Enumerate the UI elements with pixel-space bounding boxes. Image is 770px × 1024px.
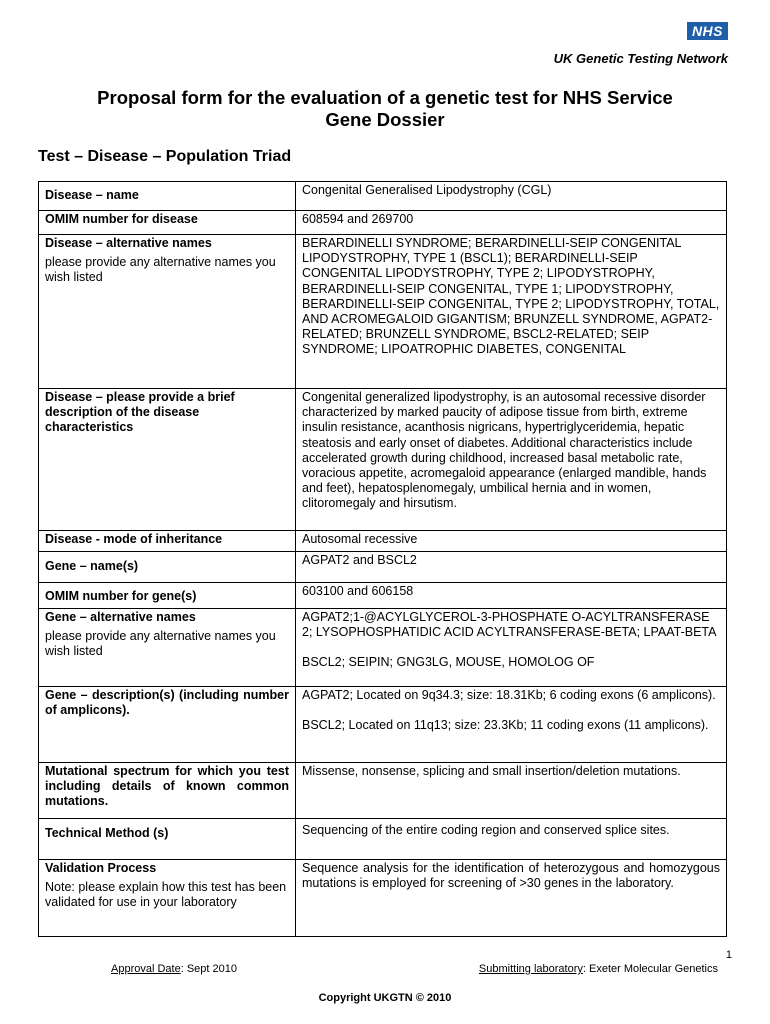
value-omim-gene: 603100 and 606158 (302, 584, 414, 598)
value-cell (296, 763, 727, 819)
row-validation-process (39, 860, 727, 937)
row-mutational-spectrum (39, 763, 727, 819)
value-cell (296, 819, 727, 860)
value-disease-alt-names: BERARDINELLI SYNDROME; BERARDINELLI-SEIP CONGENITAL LIPODYSTROPHY, TYPE 1 (BSCL1); BERARDINELLI-SEIP CONGENITAL LIPODYSTROPHY, TYPE 2; LIPODYSTROPHY, BERARDINELLI-SEIP CONGENITAL, TYPE 1; LIPODYSTROPHY, BERARDINELLI-SEIP CONGENITAL, TYPE 2; LIPODYSTROPHY, TOTAL, AND ACROMEGALOID GIGANTISM; BRUNZELL SYNDROME, AGPAT2-RELATED; BRUNZELL SYNDROME, BSCL2-RELATED; SEIP SYNDROME; LIPOATROPHIC DIABETES, CONGENITAL (302, 236, 720, 357)
label-cell (39, 182, 296, 211)
section-title: Test – Disease – Population Triad (38, 148, 292, 165)
submitting-laboratory (479, 963, 718, 975)
label-inheritance: Disease - mode of inheritance (45, 532, 223, 546)
approval-date-value: : Sept 2010 (180, 963, 237, 975)
label-cell (39, 531, 296, 552)
value-gene-alt-names-agpat2: AGPAT2;1-@ACYLGLYCEROL-3-PHOSPHATE O-ACYLTRANSFERASE 2; LYSOPHOSPHATIDIC ACID ACYLTRANSFERASE-BETA; LPAAT-BETA (302, 610, 717, 640)
value-gene-description-agpat2: AGPAT2; Located on 9q34.3; size: 18.31Kb; 6 coding exons (6 amplicons). (302, 688, 716, 702)
page-number: 1 (725, 949, 732, 961)
label-omim-gene: OMIM number for gene(s) (45, 589, 197, 603)
value-cell (296, 583, 727, 609)
value-cell (296, 609, 727, 687)
row-technical-method (39, 819, 727, 860)
value-inheritance: Autosomal recessive (302, 532, 418, 546)
value-technical-method: Sequencing of the entire coding region and conserved splice sites. (302, 823, 670, 837)
network-name: UK Genetic Testing Network (553, 51, 728, 66)
approval-date (111, 963, 237, 975)
note-disease-alt-names: please provide any alternative names you wish listed (45, 255, 276, 285)
approval-date-label: Approval Date (111, 963, 181, 975)
label-gene-alt-names: Gene – alternative names (45, 610, 196, 624)
label-gene-names: Gene – name(s) (45, 559, 139, 573)
value-gene-names: AGPAT2 and BSCL2 (302, 553, 417, 567)
label-validation-process: Validation Process (45, 861, 157, 875)
row-disease-alt-names (39, 235, 727, 389)
label-cell (39, 860, 296, 937)
value-disease-name: Congenital Generalised Lipodystrophy (CGL) (302, 183, 552, 197)
row-gene-names (39, 552, 727, 583)
row-gene-alt-names (39, 609, 727, 687)
dossier-table (38, 181, 727, 937)
value-cell (296, 860, 727, 937)
value-gene-description-bscl2: BSCL2; Located on 11q13; size: 23.3Kb; 11 coding exons (11 amplicons). (302, 718, 709, 733)
label-gene-description: Gene – description(s) (including number of amplicons). (45, 688, 289, 718)
label-cell (39, 552, 296, 583)
submitting-laboratory-label: Submitting laboratory (478, 963, 583, 975)
value-cell (296, 235, 727, 389)
nhs-logo: NHS (687, 22, 728, 40)
label-disease-name: Disease – name (45, 188, 139, 202)
label-cell (39, 687, 296, 763)
label-cell (39, 389, 296, 531)
value-mutational-spectrum: Missense, nonsense, splicing and small insertion/deletion mutations. (302, 764, 681, 778)
row-inheritance (39, 531, 727, 552)
value-validation-process: Sequence analysis for the identification of heterozygous and homozygous mutations is employed for screening of >30 genes in the laboratory. (302, 861, 720, 891)
row-gene-description (39, 687, 727, 763)
label-cell (39, 819, 296, 860)
label-cell (39, 235, 296, 389)
copyright: Copyright UKGTN © 2010 (318, 992, 452, 1004)
submitting-laboratory-value: : Exeter Molecular Genetics (582, 963, 718, 975)
value-omim-disease: 608594 and 269700 (302, 212, 414, 226)
label-disease-description: Disease – please provide a brief description of the disease characteristics (45, 390, 235, 435)
value-disease-description: Congenital generalized lipodystrophy, is an autosomal recessive disorder characterized by marked paucity of adipose tissue from birth, extreme insulin resistance, acanthosis nigricans, hypertriglyceridemia, hepatic steatosis and early onset of diabetes. Additional characteristics include accelerated growth during childhood, increased basal metabolic rate, voracious appetite, acromegaloid appearance (enlarged mandible, hands and feet), hepatosplenomegaly, umbilical hernia and in women, clitoromegaly and hirsutism. (302, 390, 707, 511)
page-title (40, 87, 730, 131)
row-omim-disease (39, 211, 727, 235)
label-omim-disease: OMIM number for disease (45, 212, 198, 226)
label-cell (39, 211, 296, 235)
label-cell (39, 763, 296, 819)
label-cell (39, 609, 296, 687)
note-gene-alt-names: please provide any alternative names you wish listed (45, 629, 276, 659)
row-omim-gene (39, 583, 727, 609)
label-technical-method: Technical Method (s) (45, 826, 169, 840)
label-mutational-spectrum: Mutational spectrum for which you test including details of known common mutations. (45, 764, 289, 809)
value-cell (296, 531, 727, 552)
row-disease-description (39, 389, 727, 531)
value-cell (296, 182, 727, 211)
label-disease-alt-names: Disease – alternative names (45, 236, 212, 250)
value-cell (296, 389, 727, 531)
value-cell (296, 552, 727, 583)
title-line-2: Gene Dossier (325, 109, 445, 130)
value-cell (296, 687, 727, 763)
value-cell (296, 211, 727, 235)
note-validation-process: Note: please explain how this test has been validated for use in your laboratory (45, 880, 287, 910)
label-cell (39, 583, 296, 609)
title-line-1: Proposal form for the evaluation of a genetic test for NHS Service (97, 87, 673, 108)
row-disease-name (39, 182, 727, 211)
value-gene-alt-names-bscl2: BSCL2; SEIPIN; GNG3LG, MOUSE, HOMOLOG OF (302, 655, 595, 670)
